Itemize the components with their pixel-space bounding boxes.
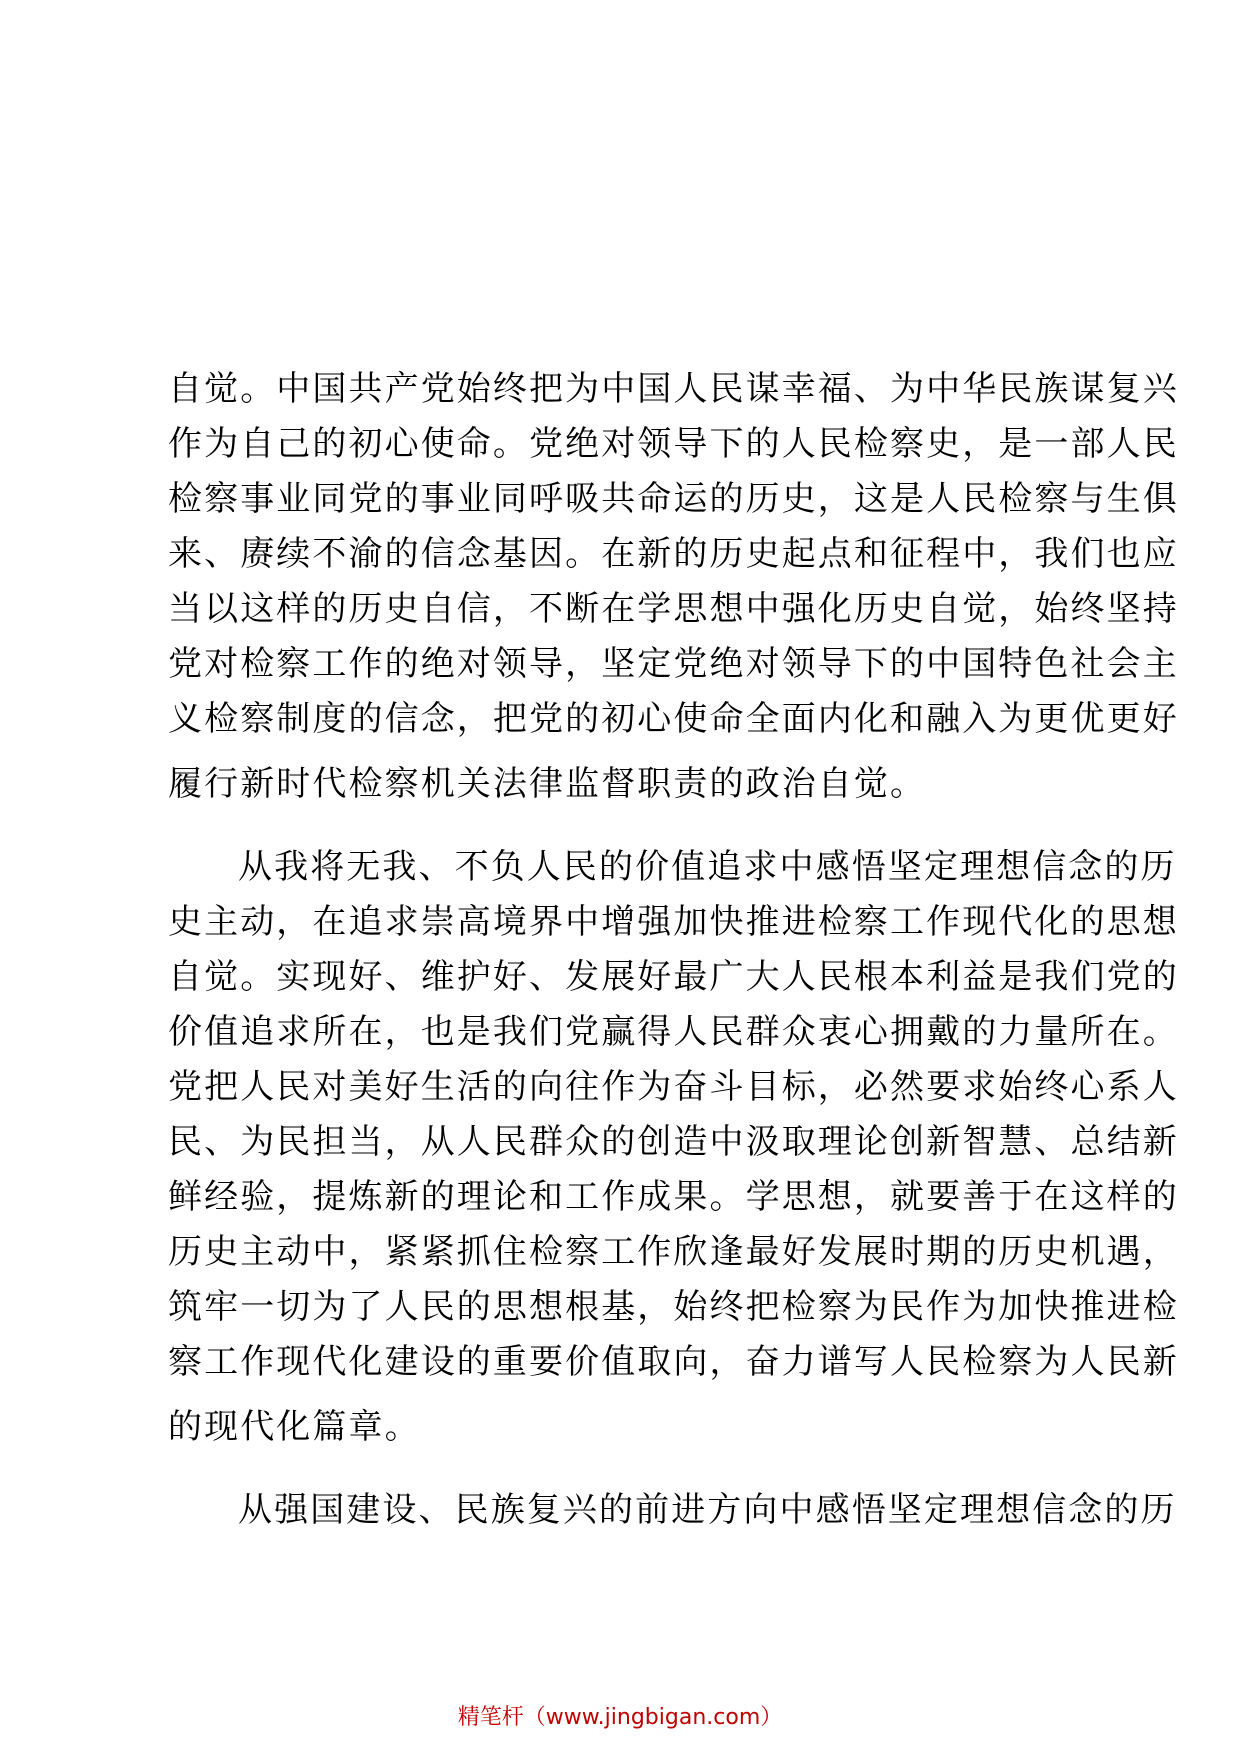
paragraph-line: 义检察制度的信念，把党的初心使命全面内化和融入为更优更好: [168, 699, 1179, 739]
paragraph-line: 筑牢一切为了人民的思想根基，始终把检察为民作为加快推进检: [168, 1287, 1179, 1327]
paragraph-line: 来、赓续不渝的信念基因。在新的历史起点和征程中，我们也应: [168, 534, 1179, 574]
document-body: [168, 362, 1179, 1538]
paragraph-line: 自觉。中国共产党始终把为中国人民谋幸福、为中华民族谋复兴: [168, 369, 1179, 409]
paragraph-line: 党对检察工作的绝对领导，坚定党绝对领导下的中国特色社会主: [168, 644, 1179, 684]
paragraph-line: 作为自己的初心使命。党绝对领导下的人民检察史，是一部人民: [168, 424, 1179, 464]
footer-watermark: 精笔杆（www.jingbigan.com）: [457, 1705, 783, 1730]
paragraph-line: 检察事业同党的事业同呼吸共命运的历史，这是人民检察与生俱: [168, 479, 1179, 519]
paragraph-line: 鲜经验，提炼新的理论和工作成果。学思想，就要善于在这样的: [168, 1177, 1179, 1217]
paragraph-line: 从强国建设、民族复兴的前进方向中感悟坚定理想信念的历: [238, 1490, 1177, 1530]
paragraph-line: 党把人民对美好生活的向往作为奋斗目标，必然要求始终心系人: [168, 1067, 1179, 1107]
paragraph-line: 历史主动中，紧紧抓住检察工作欣逢最好发展时期的历史机遇，: [168, 1232, 1179, 1272]
paragraph-line: 民、为民担当，从人民群众的创造中汲取理论创新智慧、总结新: [168, 1122, 1179, 1162]
paragraph-line: 履行新时代检察机关法律监督职责的政治自觉。: [168, 764, 927, 804]
paragraph-line: 史主动，在追求崇高境界中增强加快推进检察工作现代化的思想: [168, 902, 1179, 942]
paragraph-line: 察工作现代化建设的重要价值取向，奋力谱写人民检察为人民新: [168, 1342, 1179, 1382]
paragraph-line: 从我将无我、不负人民的价值追求中感悟坚定理想信念的历: [238, 847, 1177, 887]
paragraph-line: 自觉。实现好、维护好、发展好最广大人民根本利益是我们党的: [168, 957, 1179, 997]
paragraph-line: 价值追求所在，也是我们党赢得人民群众衷心拥戴的力量所在。: [168, 1012, 1179, 1052]
paragraph-line: 的现代化篇章。: [168, 1407, 421, 1447]
paragraph-line: 当以这样的历史自信，不断在学思想中强化历史自觉，始终坚持: [168, 589, 1179, 629]
